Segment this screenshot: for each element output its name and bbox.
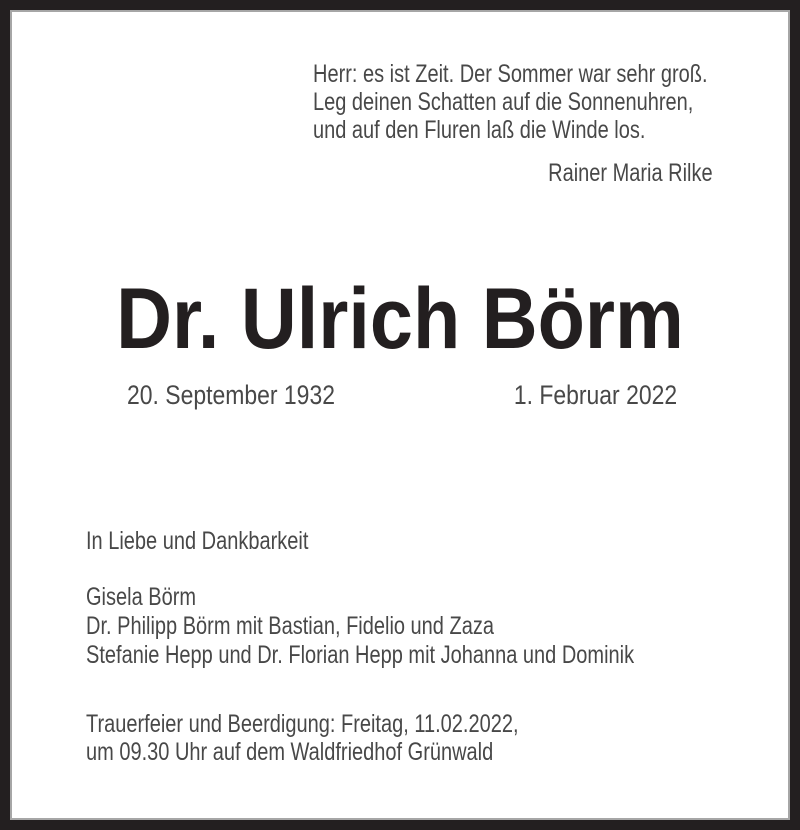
mourner-line: Stefanie Hepp und Dr. Florian Hepp mit Johanna und Dominik — [86, 641, 635, 669]
life-dates — [127, 380, 677, 410]
birth-date: 20. September 1932 — [127, 380, 335, 410]
poem-line: Leg deinen Schatten auf die Sonnenuhren, — [313, 88, 694, 116]
funeral-line: um 09.30 Uhr auf dem Waldfriedhof Grünwald — [86, 738, 494, 766]
mourner-line: Dr. Philipp Börm mit Bastian, Fidelio und Zaza — [86, 612, 494, 640]
condolence-line: In Liebe und Dankbarkeit — [86, 527, 309, 555]
funeral-line: Trauerfeier und Beerdigung: Freitag, 11.02.2022, — [86, 710, 519, 738]
poem-attribution: Rainer Maria Rilke — [548, 159, 713, 187]
poem-line: Herr: es ist Zeit. Der Sommer war sehr groß. — [313, 60, 708, 88]
obituary-content — [10, 10, 790, 820]
mourner-line: Gisela Börm — [86, 583, 197, 611]
poem-line: und auf den Fluren laß die Winde los. — [313, 116, 646, 144]
funeral-info — [86, 710, 519, 766]
poem-quote — [313, 60, 708, 144]
mourners-list — [86, 583, 634, 670]
deceased-name: Dr. Ulrich Börm — [116, 271, 684, 367]
death-date: 1. Februar 2022 — [513, 380, 677, 410]
